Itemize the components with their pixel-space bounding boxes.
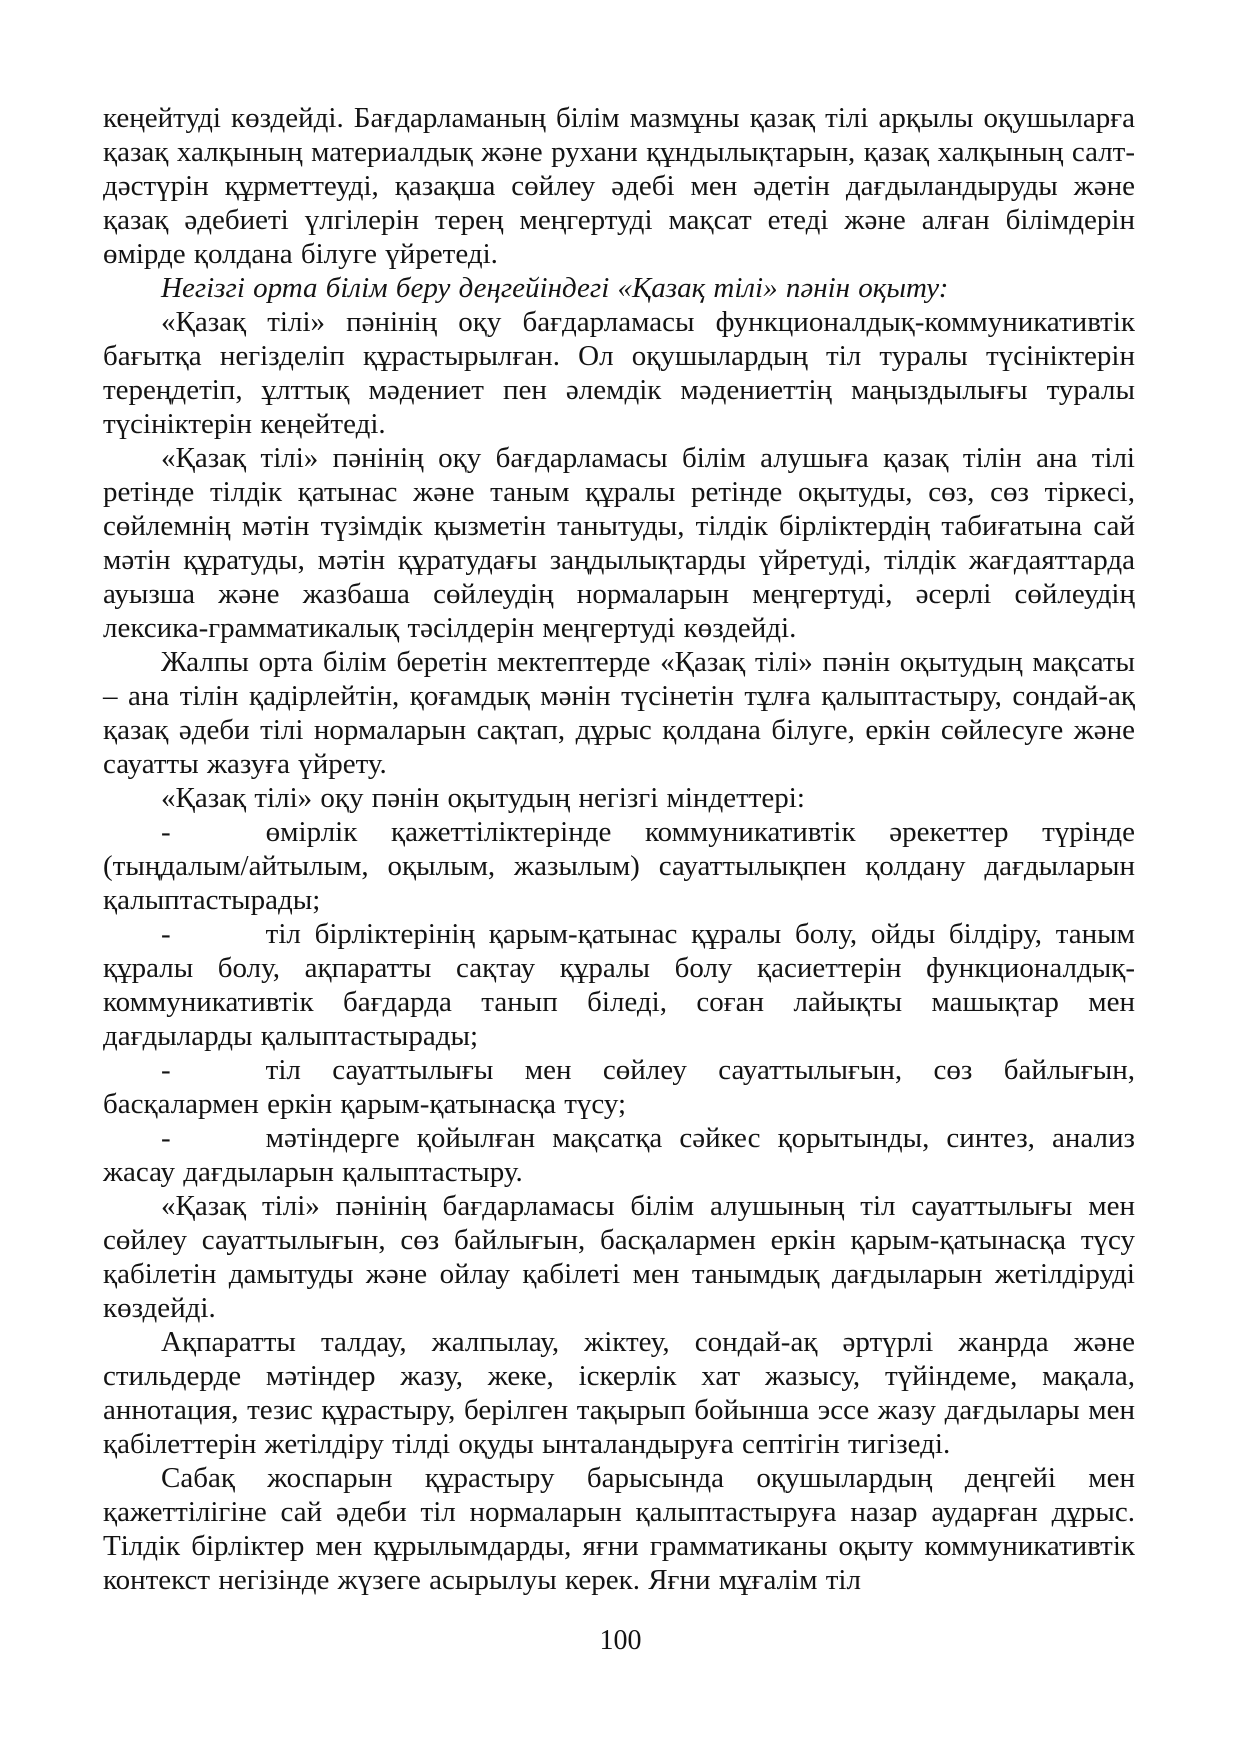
page-body <box>103 101 1135 1597</box>
paragraph: кеңейтуді көздейді. Бағдарламаның білім мазмұны қазақ тілі арқылы оқушыларға қазақ халқының материалдық және рухани құндылықтарын, қазақ халқының салт-дәстүрін құрметтеуді, қазақша сөйлеу әдебі мен әдетін дағдыландыруды және қазақ әдебиеті үлгілерін терең меңгертуді мақсат етеді және алған білімдерін өмірде қолдана білуге үйретеді. <box>103 102 1135 270</box>
paragraph: - тіл сауаттылығы мен сөйлеу сауаттылығын, сөз байлығын, басқалармен еркін қарым-қатынасқа түсу; <box>103 1054 1135 1120</box>
bullet-dash: - <box>161 1054 171 1086</box>
paragraph: «Қазақ тілі» пәнінің оқу бағдарламасы білім алушыға қазақ тілін ана тілі ретінде тілдік қатынас және таным құралы ретінде оқытуды, сөз, сөз тіркесі, сөйлемнің мәтін түзімдік қызметін танытуды, тілдік бірліктердің табиғатына сай мәтін құратуды, мәтін құратудағы заңдылықтарды үйретуді, тілдік жағдаяттарда ауызша және жазбаша сөйлеудің нормаларын меңгертуді, әсерлі сөйлеудің лексика-грамматикалық тәсілдерін меңгертуді көздейді. <box>103 442 1135 644</box>
paragraph: «Қазақ тілі» оқу пәнін оқытудың негізгі міндеттері: <box>161 782 805 814</box>
page-number: 100 <box>599 1625 642 1656</box>
page-footer <box>0 1624 1241 1658</box>
paragraph: - тіл бірліктерінің қарым-қатынас құралы болу, ойды білдіру, таным құралы болу, ақпаратты сақтау құралы болу қасиеттерін функционалдық-коммуникативтік бағдарда танып біледі, соған лайықты машықтар мен дағдыларды қалыптастырады; <box>103 918 1135 1052</box>
paragraph: Ақпаратты талдау, жалпылау, жіктеу, сондай-ақ әртүрлі жанрда және стильдерде мәтіндер жазу, жеке, іскерлік хат жазысу, түйіндеме, мақала, аннотация, тезис құрастыру, берілген тақырып бойынша эссе жазу дағдылары мен қабілеттерін жетілдіру тілді оқуды ынталандыруға септігін тигізеді. <box>103 1326 1135 1460</box>
paragraph: Сабақ жоспарын құрастыру барысында оқушылардың деңгейі мен қажеттілігіне сай әдеби тіл нормаларын қалыптастыруға назар аударған дұрыс. Тілдік бірліктер мен құрылымдарды, яғни грамматиканы оқыту коммуникативтік контекст негізінде жүзеге асырылуы керек. Яғни мұғалім тіл <box>103 1462 1135 1596</box>
bullet-dash: - <box>161 1122 171 1154</box>
bullet-dash: - <box>161 816 171 848</box>
paragraph: Жалпы орта білім беретін мектептерде «Қазақ тілі» пәнін оқытудың мақсаты – ана тілін қадірлейтін, қоғамдық мәнін түсінетін тұлға қалыптастыру, сондай-ақ қазақ әдеби тілі нормаларын сақтап, дұрыс қолдана білуге, еркін сөйлесуге және сауатты жазуға үйрету. <box>103 646 1135 780</box>
paragraph: Негізгі орта білім беру деңгейіндегі «Қазақ тілі» пәнін оқыту: <box>161 272 949 304</box>
paragraph: - өмірлік қажеттіліктерінде коммуникативтік әрекеттер түрінде (тыңдалым/айтылым, оқылым, жазылым) сауаттылықпен қолдану дағдыларын қалыптастырады; <box>103 816 1135 916</box>
paragraph: «Қазақ тілі» пәнінің оқу бағдарламасы функционалдық-коммуникативтік бағытқа негізделіп құрастырылған. Ол оқушылардың тіл туралы түсініктерін тереңдетіп, ұлттық мәдениет пен әлемдік мәдениеттің маңыздылығы туралы түсініктерін кеңейтеді. <box>103 306 1135 440</box>
paragraph: - мәтіндерге қойылған мақсатқа сәйкес қорытынды, синтез, анализ жасау дағдыларын қалыптастыру. <box>103 1122 1135 1188</box>
paragraph: «Қазақ тілі» пәнінің бағдарламасы білім алушының тіл сауаттылығы мен сөйлеу сауаттылығын, сөз байлығын, басқалармен еркін қарым-қатынасқа түсу қабілетін дамытуды және ойлау қабілеті мен танымдық дағдыларын жетілдіруді көздейді. <box>103 1190 1135 1324</box>
bullet-dash: - <box>161 918 171 950</box>
